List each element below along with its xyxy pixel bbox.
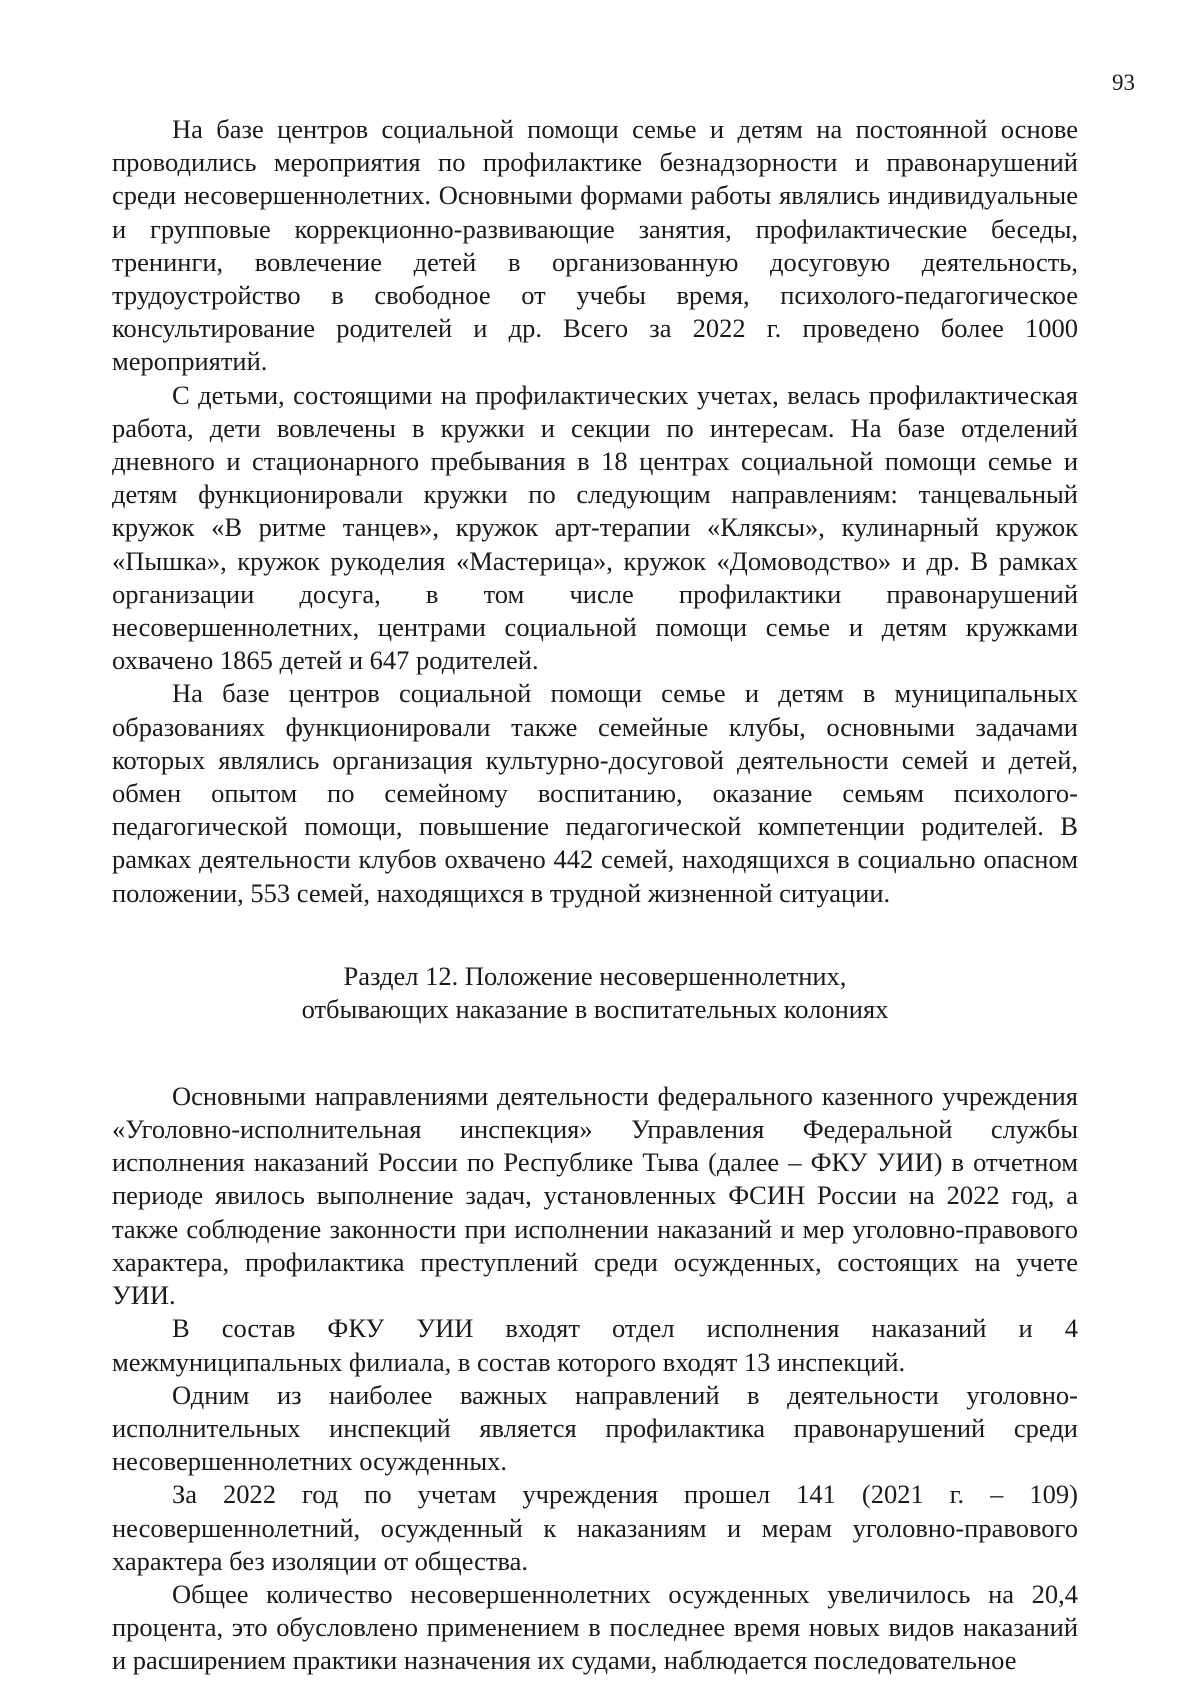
paragraph: С детьми, состоящими на профилактических учетах, велась профилактическая работа, дети вовлечены в кружки и секции по интересам. На базе отделений дневного и стационарного пребывания в 18 центрах социальной помощи семье и детям функционировали кружки по следующим направлениям: танцевальный кружок «В ритме танцев», кружок арт-терапии «Кляксы», кулинарный кружок «Пышка», кружок рукоделия «Мастерица», кружок «Домоводство» и др. В рамках организации досуга, в том числе профилактики правонарушений несовершеннолетних, центрами социальной помощи семье и детям кружками охвачено 1865 детей и 647 родителей.: [112, 379, 1078, 676]
paragraph: За 2022 год по учетам учреждения прошел 141 (2021 г. – 109) несовершеннолетний, осужденный к наказаниям и мерам уголовно-правового характера без изоляции от общества.: [112, 1479, 1078, 1576]
paragraph: В состав ФКУ УИИ входят отдел исполнения наказаний и 4 межмуниципальных филиала, в состав которого входят 13 инспекций.: [112, 1313, 1078, 1377]
paragraph: На базе центров социальной помощи семье и детям в муниципальных образованиях функционировали также семейные клубы, основными задачами которых являлись организация культурно-досуговой деятельности семей и детей, обмен опытом по семейному воспитанию, оказание семьям психолого-педагогической помощи, повышение педагогической компетенции родителей. В рамках деятельности клубов охвачено 442 семей, находящихся в социально опасном положении, 553 семей, находящихся в трудной жизненной ситуации.: [112, 678, 1078, 908]
page-number: 93: [1112, 70, 1135, 95]
paragraph: Одним из наиболее важных направлений в деятельности уголовно-исполнительных инспекций является профилактика правонарушений среди несовершеннолетних осужденных.: [112, 1379, 1078, 1477]
paragraph: Общее количество несовершеннолетних осужденных увеличилось на 20,4 процента, это обусловлено применением в последнее время новых видов наказаний и расширением практики назначения их судами, наблюдается последовательное: [112, 1578, 1078, 1676]
paragraph: Основными направлениями деятельности федерального казенного учреждения «Уголовно-исполнительная инспекция» Управления Федеральной службы исполнения наказаний России по Республике Тыва (далее – ФКУ УИИ) в отчетном периоде явилось выполнение задач, установленных ФСИН России на 2022 год, а также соблюдение законности при исполнении наказаний и мер уголовно-правового характера, профилактика преступлений среди осужденных, состоящих на учете УИИ.: [112, 1080, 1078, 1311]
document-body: [112, 113, 1078, 1678]
paragraph: На базе центров социальной помощи семье и детям на постоянной основе проводились мероприятия по профилактике безнадзорности и правонарушений среди несовершеннолетних. Основными формами работы являлись индивидуальные и групповые коррекционно-развивающие занятия, профилактические беседы, тренинги, вовлечение детей в организованную досуговую деятельность, трудоустройство в свободное от учебы время, психолого-педагогическое консультирование родителей и др. Всего за 2022 г. проведено более 1000 мероприятий.: [112, 114, 1078, 377]
section-heading-line: отбывающих наказание в воспитательных колониях: [301, 993, 889, 1024]
section-heading: [112, 960, 1078, 1026]
section-heading-line: Раздел 12. Положение несовершеннолетних,: [343, 960, 847, 991]
